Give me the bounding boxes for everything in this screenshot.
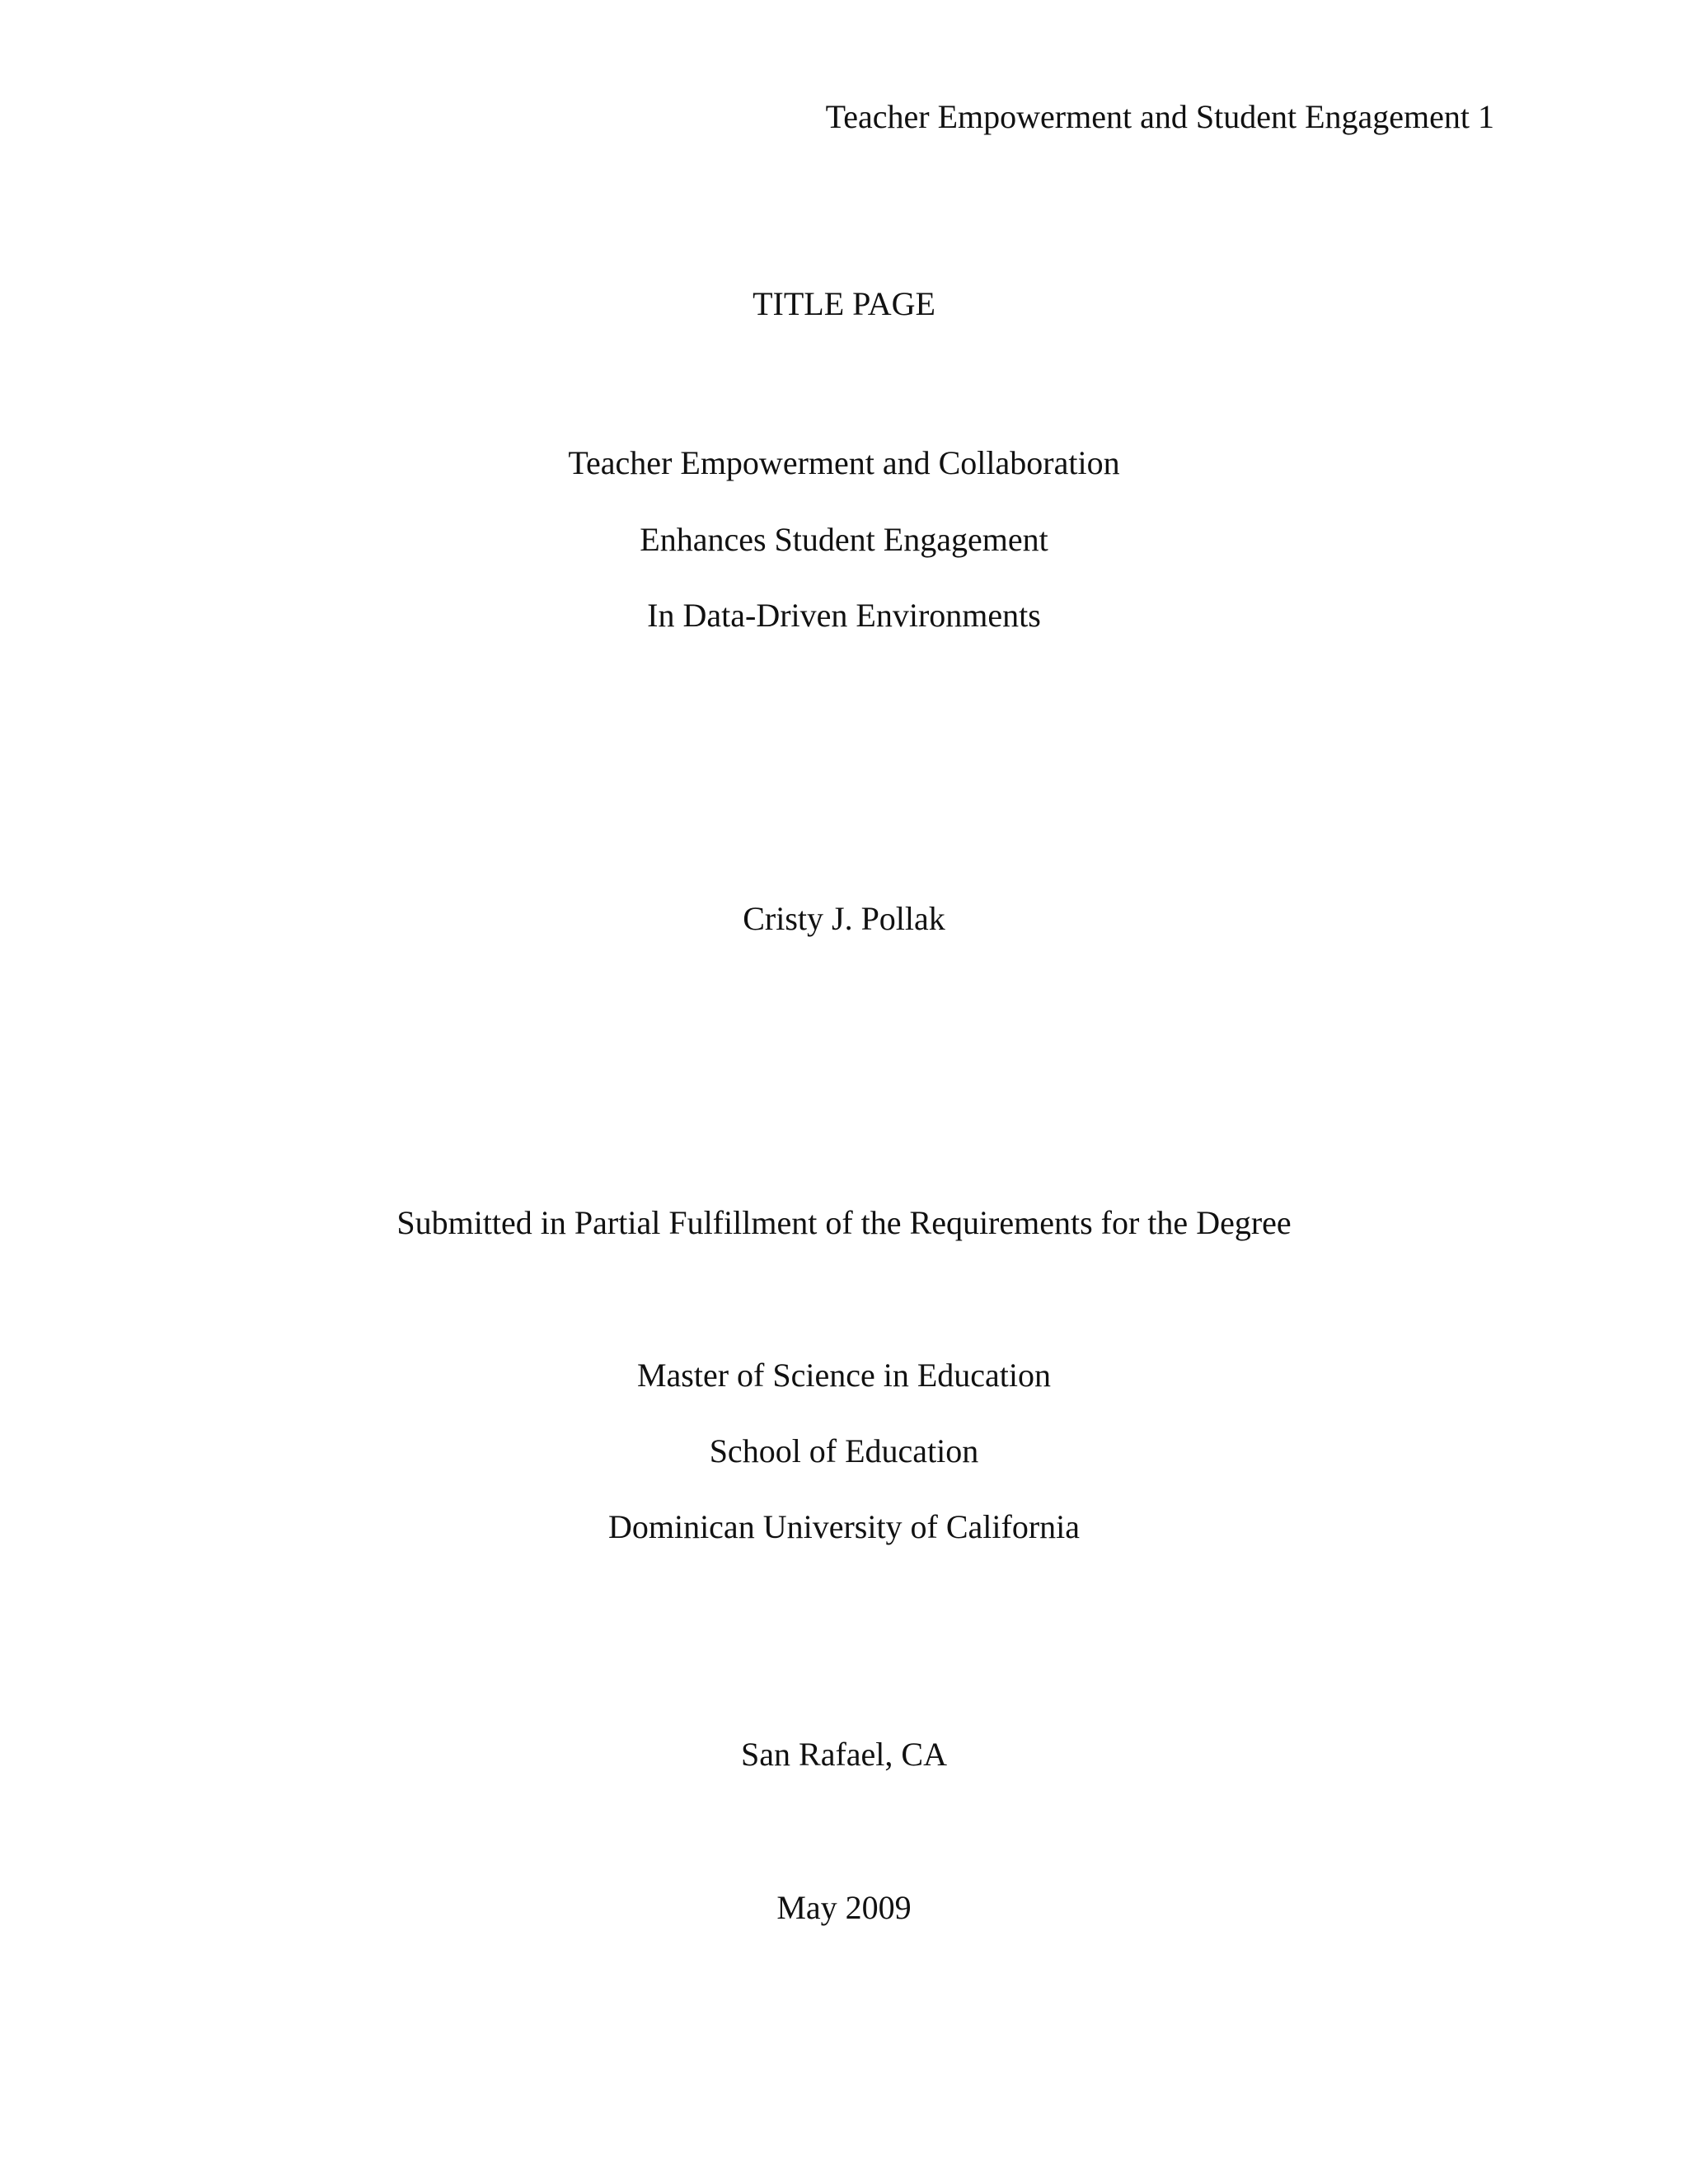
university-name: Dominican University of California xyxy=(607,1508,1081,1545)
running-head xyxy=(0,97,1494,137)
degree-name: Master of Science in Education xyxy=(636,1357,1052,1394)
section-heading: TITLE PAGE xyxy=(753,285,935,322)
running-head-title: Teacher Empowerment and Student Engagement xyxy=(825,98,1470,135)
submission-date: May 2009 xyxy=(776,1889,912,1926)
location: San Rafael, CA xyxy=(741,1736,947,1773)
author-name: Cristy J. Pollak xyxy=(743,900,945,937)
page-number: 1 xyxy=(1478,98,1494,135)
submission-statement: Submitted in Partial Fulfillment of the Requirements for the Degree xyxy=(396,1204,1292,1241)
thesis-title-line-3: In Data-Driven Environments xyxy=(647,597,1041,634)
school-name: School of Education xyxy=(709,1432,979,1469)
thesis-title-line-2: Enhances Student Engagement xyxy=(640,521,1048,558)
thesis-title-line-1: Teacher Empowerment and Collaboration xyxy=(568,444,1120,481)
